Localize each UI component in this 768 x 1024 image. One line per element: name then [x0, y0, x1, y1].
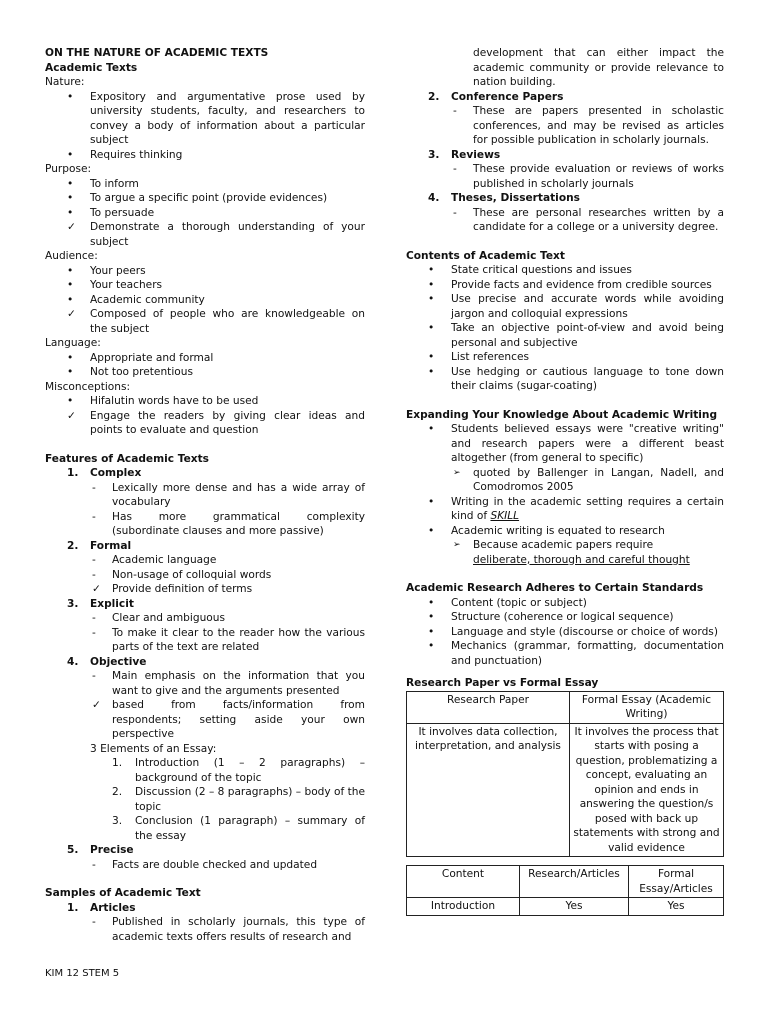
language-label: Language:	[45, 337, 101, 349]
samples-list-continued	[406, 90, 724, 235]
feature-item	[45, 597, 365, 655]
nature-label: Nature:	[45, 76, 85, 88]
sample-item	[406, 191, 724, 235]
samples-list	[45, 901, 365, 945]
feature-item	[45, 655, 365, 844]
item-number: 3.	[112, 815, 123, 827]
item-number: 5.	[67, 844, 79, 856]
document-title: ON THE NATURE OF ACADEMIC TEXTS	[45, 47, 269, 59]
list-item: - Main emphasis on the information that you want to give and the arguments presented	[90, 669, 365, 698]
list-item: • Language and style (discourse or choice of words)	[406, 625, 724, 640]
list-item: - Academic language	[90, 553, 365, 568]
list-item	[406, 495, 724, 524]
item-number: 2.	[67, 539, 79, 552]
item-number: 4.	[67, 655, 79, 668]
list-item: - Has more grammatical complexity (subordinate clauses and more passive)	[90, 510, 365, 539]
list-item: ✓ Demonstrate a thorough understanding of your subject	[45, 220, 365, 249]
list-item	[90, 756, 365, 785]
audience-label: Audience:	[45, 250, 98, 262]
list-item: - Lexically more dense and has a wide array of vocabulary	[90, 481, 365, 510]
feature-item	[45, 843, 365, 872]
feature-heading: Objective	[90, 655, 147, 668]
features-list	[45, 466, 365, 872]
list-item: • To persuade	[45, 206, 365, 221]
item-text: Conclusion (1 paragraph) – summary of the essay	[135, 815, 365, 842]
list-item: • Your peers	[45, 264, 365, 279]
contents-list	[406, 263, 724, 394]
list-item	[451, 538, 724, 567]
sample-heading: Articles	[90, 901, 136, 914]
item-number: 2.	[428, 90, 440, 103]
sample-heading: Theses, Dissertations	[451, 192, 580, 204]
item-number: 1.	[67, 467, 79, 479]
list-item: • Hifalutin words have to be used	[45, 394, 365, 409]
standards-heading: Academic Research Adheres to Certain Standards	[406, 582, 704, 594]
expanding-heading: Expanding Your Knowledge About Academic Writing	[406, 408, 718, 421]
right-column	[406, 46, 724, 916]
list-item: ✓ Engage the readers by giving clear ideas and points to evaluate and question	[45, 409, 365, 438]
table-header: Content	[407, 866, 520, 898]
academic-texts-heading: Academic Texts	[45, 61, 138, 74]
list-item: ➢ quoted by Ballenger in Langan, Nadell, and Comodromos 2005	[451, 466, 724, 495]
sample-heading: Reviews	[451, 148, 501, 161]
sample-item	[406, 148, 724, 192]
list-item: • Expository and argumentative prose used by university students, faculty, and researchers to convey a body of information about a particular subject	[45, 90, 365, 148]
feature-item	[45, 539, 365, 597]
list-item: - Non-usage of colloquial words	[90, 568, 365, 583]
table-cell: Introduction	[407, 898, 520, 916]
item-text: Because academic papers require	[473, 539, 654, 551]
table-header: Research/Articles	[520, 866, 629, 898]
nature-list	[45, 90, 365, 163]
list-item: • Not too pretentious	[45, 365, 365, 380]
feature-item	[45, 466, 365, 539]
list-item: - To make it clear to the reader how the various parts of the text are related	[90, 626, 365, 655]
item-text: Students believed essays were "creative writing" and research papers were a different beast altogether (from general to specific)	[451, 423, 724, 464]
purpose-label: Purpose:	[45, 163, 92, 175]
list-item: • Take an objective point-of-view and avoid being personal and subjective	[406, 321, 724, 350]
list-item	[90, 814, 365, 843]
list-item: • List references	[406, 350, 724, 365]
list-item: - These provide evaluation or reviews of works published in scholarly journals	[451, 162, 724, 191]
list-item: - Facts are double checked and updated	[90, 858, 365, 873]
left-column	[45, 46, 365, 944]
item-text: Writing in the academic setting requires a certain kind of	[451, 495, 724, 522]
table-header: Research Paper	[407, 691, 570, 723]
table-header: Formal Essay/Articles	[629, 866, 724, 898]
item-number: 3.	[67, 597, 79, 610]
underlined-text: deliberate, thorough and careful thought	[473, 553, 690, 566]
list-item: • To inform	[45, 177, 365, 192]
table-cell: Yes	[629, 898, 724, 916]
item-text: Introduction (1 – 2 paragraphs) – background of the topic	[135, 757, 365, 784]
list-item: • Use hedging or cautious language to tone down their claims (sugar-coating)	[406, 365, 724, 394]
table-header: Formal Essay (Academic Writing)	[570, 691, 724, 723]
misconceptions-list	[45, 394, 365, 438]
list-item: • State critical questions and issues	[406, 263, 724, 278]
standards-list	[406, 596, 724, 669]
list-item: • Requires thinking	[45, 148, 365, 163]
page-footer: KIM 12 STEM 5	[45, 968, 120, 979]
item-text: Discussion (2 – 8 paragraphs) – body of the topic	[135, 786, 366, 813]
sample-item	[406, 90, 724, 148]
list-item	[406, 524, 724, 568]
list-item: • Structure (coherence or logical sequence)	[406, 610, 724, 625]
list-item: - These are personal researches written by a candidate for a college or a university degree.	[451, 206, 724, 235]
expanding-list	[406, 422, 724, 567]
feature-heading: Complex	[90, 467, 142, 479]
item-number: 1.	[112, 757, 123, 769]
comparison-table-title: Research Paper vs Formal Essay	[406, 677, 599, 689]
research-vs-essay-table	[406, 691, 724, 858]
language-list	[45, 351, 365, 380]
list-item: - Clear and ambiguous	[90, 611, 365, 626]
list-item	[406, 422, 724, 495]
list-item: • Use precise and accurate words while avoiding jargon and colloquial expressions	[406, 292, 724, 321]
articles-continued: development that can either impact the academic community or provide relevance to nation building.	[473, 47, 724, 88]
list-item: • Your teachers	[45, 278, 365, 293]
item-number: 3.	[428, 148, 440, 161]
list-item: • Appropriate and formal	[45, 351, 365, 366]
list-item: - These are papers presented in scholastic conferences, and may be revised as articles for possible publication in scholarly journals.	[451, 104, 724, 148]
contents-heading: Contents of Academic Text	[406, 249, 565, 262]
list-item: • Content (topic or subject)	[406, 596, 724, 611]
table-cell: Yes	[520, 898, 629, 916]
skill-emphasis: SKILL	[490, 510, 520, 522]
feature-heading: Precise	[90, 844, 134, 856]
essay-elements-label: 3 Elements of an Essay:	[90, 742, 217, 755]
item-number: 2.	[112, 786, 123, 798]
features-heading: Features of Academic Texts	[45, 452, 209, 465]
feature-heading: Formal	[90, 539, 132, 552]
feature-heading: Explicit	[90, 597, 134, 610]
item-text: Academic writing is equated to research	[451, 524, 665, 537]
list-item: • Academic community	[45, 293, 365, 308]
list-item: ✓ Composed of people who are knowledgeable on the subject	[45, 307, 365, 336]
item-number: 1.	[67, 901, 79, 914]
list-item: • Mechanics (grammar, formatting, documentation and punctuation)	[406, 639, 724, 668]
purpose-list	[45, 177, 365, 250]
table-cell: It involves data collection, interpretation, and analysis	[407, 723, 570, 857]
list-item: • Provide facts and evidence from credible sources	[406, 278, 724, 293]
list-item: ✓ based from facts/information from respondents; setting aside your own perspective	[90, 698, 365, 742]
audience-list	[45, 264, 365, 337]
list-item: ✓ Provide definition of terms	[90, 582, 365, 597]
content-comparison-table	[406, 865, 724, 916]
list-item: • To argue a specific point (provide evidences)	[45, 191, 365, 206]
item-number: 4.	[428, 192, 440, 204]
list-item: - Published in scholarly journals, this type of academic texts offers results of research and	[90, 915, 365, 944]
sample-heading: Conference Papers	[451, 90, 564, 103]
table-cell: It involves the process that starts with posing a question, problematizing a concept, evaluating an opinion and ends in answering the question/s posed with back up statements with strong and valid evidence	[570, 723, 724, 857]
essay-elements-list	[90, 756, 365, 843]
misconceptions-label: Misconceptions:	[45, 380, 131, 393]
samples-heading: Samples of Academic Text	[45, 887, 201, 899]
sample-item	[45, 901, 365, 945]
list-item	[90, 785, 365, 814]
